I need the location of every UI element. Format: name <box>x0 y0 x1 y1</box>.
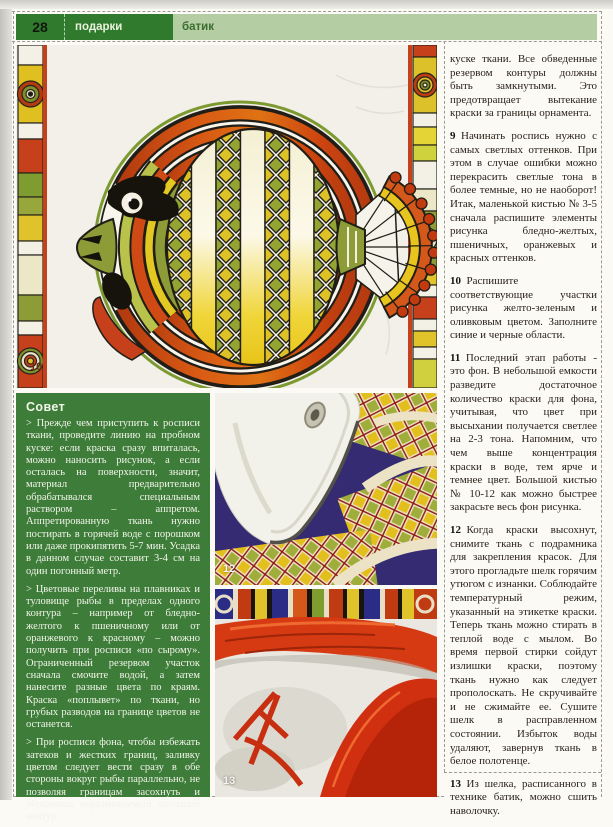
left-border-pattern <box>18 45 48 388</box>
instruction-paragraph: 9 Начинать роспись нужно с самых светлых оттенков. При этом в случае ошибки можно перекрасить светлые тона в более темные, но не наоборот! Итак, маленькой кистью № 3-5 сначала распишите элементы рисунка бледно-желтых, пшеничных, оранжевых и красных оттенков. <box>450 129 597 265</box>
figure-pillowcase-photo <box>215 589 437 797</box>
red-pillowcase-photo <box>215 589 437 797</box>
instruction-paragraph: куске ткани. Все обведенные резервом контуры должны быть замкнутыми. Это предотвращает вытекание краски за границы орнамента. <box>450 53 597 120</box>
instruction-paragraph: 12 Когда краски высохнут, снимите ткань с подрамника для закрепления красок. Для этого прогладьте шелк горячим утюгом с изнанки. Соблюдайте температурный режим, указанный на этикетке краски. Теперь ткань можно стирать в теплой воде с мылом. Во время первой стирки сойдут излишки краски, поэтому ткань нужно как следует прополоскать. Не скручивайте и не сжимайте ее. Сушите шелк в расправленном состоянии. Избыток воды удаляют, завернув ткань в белое полотенце. <box>450 524 597 768</box>
advice-item: > Прежде чем приступить к росписи ткани, проведите линию на пробном куске: если краска сразу впиталась, можно наносить рисунок, а если осталась на поверхности, значит, материал предварительно обрабатывался специальным раствором – аппретом. Аппретированную ткань нужно постирать в горячей воде с порошком или даже прокипятить 5-7 мин. Усадка в данном случае составит 3-4 см на один погонный метр. <box>26 418 200 577</box>
page-number: 28 <box>16 14 64 40</box>
step-number: 10 <box>450 274 461 287</box>
figure-label-pillowcase: 13 <box>223 775 236 787</box>
fish-batik-illustration <box>16 45 437 388</box>
figure-label-fish: 10 <box>30 361 43 373</box>
chapter-strip-batik <box>173 14 597 40</box>
advice-box <box>16 393 210 823</box>
instruction-paragraph: 10 Распишите соответствующие участки рисунка желто-зеленым и оливковым цветом. Заполните синие и черные области. <box>450 274 597 342</box>
figure-fish-batik <box>16 45 437 388</box>
fish-lattice-oval <box>167 125 339 369</box>
advice-item: > При росписи фона, чтобы избежать затеков и жестких границ, заливку цветом следует вести сразу в обе стороны вокруг рыбы параллельно, не позволяя границам засохнуть и образовать неразмываемый засохший контур. <box>26 737 200 823</box>
scan-gutter-left <box>0 0 12 800</box>
figure-label-iron: 12 <box>223 563 236 575</box>
instruction-paragraph: 11 Последний этап работы - это фон. В небольшой емкости разведите достаточное количество краски для фона, учитывая, что цвет при высыхании получается светлее на 2-3 тона. Напомним, что чем выше концентрация краски в воде, тем ярче и темнее цвет. Большой кистью № 10-12 как можно быстрее закрасьте весь фон рисунка. <box>450 351 597 514</box>
section-tab-label: подарки <box>75 21 123 33</box>
iron-on-fabric-photo <box>215 393 437 585</box>
advice-list <box>26 418 200 824</box>
dashed-border-right <box>601 11 602 797</box>
step-number: 12 <box>450 524 461 536</box>
advice-item: > Цветовые переливы на плавниках и туловище рыбы в пределах одного контура – например от бледно-желтого к пшеничному или от оранжевого к красному – можно получить при росписи «по сырому». Ограниченный резервом участок сначала смочите водой, а затем нанесите разные цвета по краям. Краска «поплывет» по ткани, но грубых разводов на границе цветов не останется. <box>26 583 200 731</box>
striped-fabric-strip <box>215 589 437 619</box>
instruction-paragraph: 13 Из шелка, расписанного в технике батик, можно сшить наволочку. <box>450 777 597 817</box>
figure-iron-photo <box>215 393 437 585</box>
section-tab-gifts <box>64 14 173 40</box>
step-number: 13 <box>450 777 461 790</box>
page-header <box>16 14 597 40</box>
scan-gutter-top <box>0 0 613 9</box>
step-number: 9 <box>450 129 456 142</box>
dashed-border-column <box>444 41 445 772</box>
instruction-list <box>450 53 597 827</box>
dashed-border-left <box>13 11 14 797</box>
step-number: 11 <box>450 351 461 364</box>
dashed-border-top <box>12 11 602 12</box>
dashed-border-under-header <box>12 41 602 42</box>
chapter-label: батик <box>182 21 214 33</box>
advice-title: Совет <box>26 400 66 414</box>
